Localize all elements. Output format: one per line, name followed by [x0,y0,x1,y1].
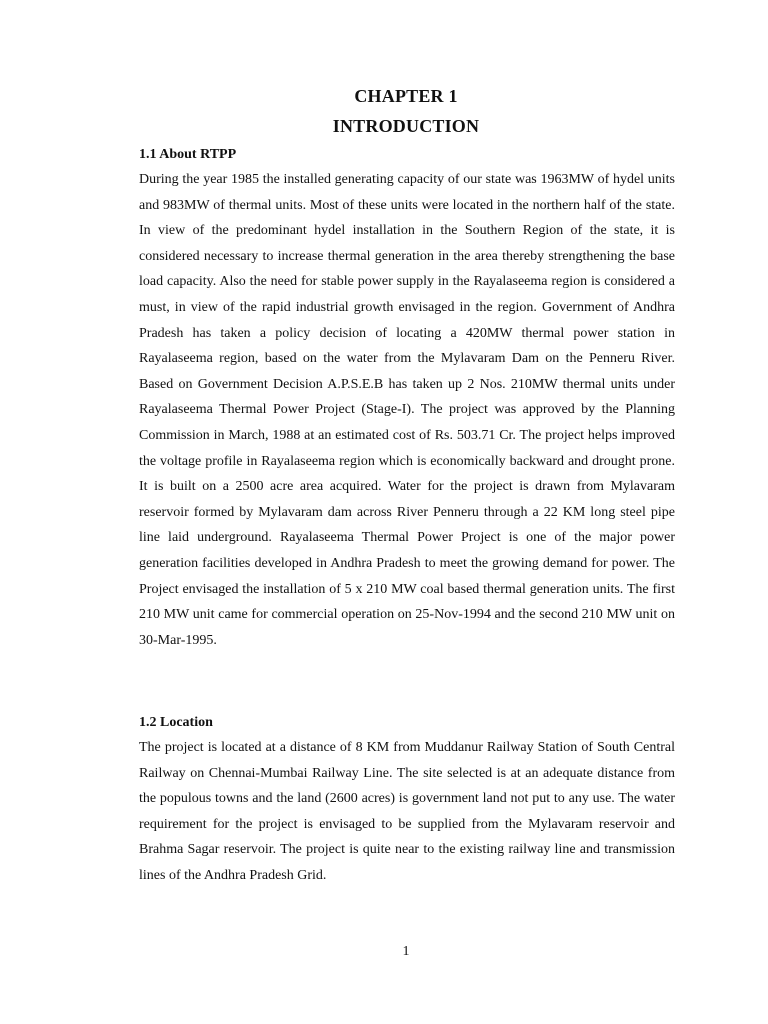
chapter-title: INTRODUCTION [332,116,480,136]
section-heading-about-rtpp: 1.1 About RTPP [139,147,237,162]
section-heading-location: 1.2 Location [139,715,213,730]
section-body-location: The project is located at a distance of 8 KM from Muddanur Railway Station of South Central Railway on Chennai-Mumbai Railway Line. The site selected is at an adequate distance from the populous towns and the land (2600 acres) is government land not put to any use. The water requirement for the project is envisaged to be supplied from the Mylavaram reservoir and Brahma Sagar reservoir. The project is quite near to the existing railway line and transmission lines of the Andhra Pradesh Grid. [139,740,675,883]
page-number: 1 [402,944,410,959]
section-body-about-rtpp: During the year 1985 the installed generating capacity of our state was 1963MW of hydel units and 983MW of thermal units. Most of these units were located in the northern half of the state. In view of the predominant hydel installation in the Southern Region of the state, it is considered necessary to increase thermal generation in the area thereby strengthening the base load capacity. Also the need for stable power supply in the Rayalaseema region is considered a must, in view of the rapid industrial growth envisaged in the region. Government of Andhra Pradesh has taken a policy decision of locating a 420MW thermal power station in Rayalaseema region, based on the water from the Mylavaram Dam on the Penneru River. Based on Government Decision A.P.S.E.B has taken up 2 Nos. 210MW thermal units under Rayalaseema Thermal Power Project (Stage-I). The project was approved by the Planning Commission in March, 1988 at an estimated cost of Rs. 503.71 Cr. The project helps improved the voltage profile in Rayalaseema region which is economically backward and drought prone. It is built on a 2500 acre area acquired. Water for the project is drawn from Mylavaram reservoir formed by Mylavaram dam across River Penneru through a 22 KM long steel pipe line laid underground. Rayalaseema Thermal Power Project is one of the major power generation facilities developed in Andhra Pradesh to meet the growing demand for power. The Project envisaged the installation of 5 x 210 MW coal based thermal generation units. The first 210 MW unit came for commercial operation on 25-Nov-1994 and the second 210 MW unit on 30-Mar-1995. [139,172,675,648]
chapter-number: CHAPTER 1 [354,86,458,106]
